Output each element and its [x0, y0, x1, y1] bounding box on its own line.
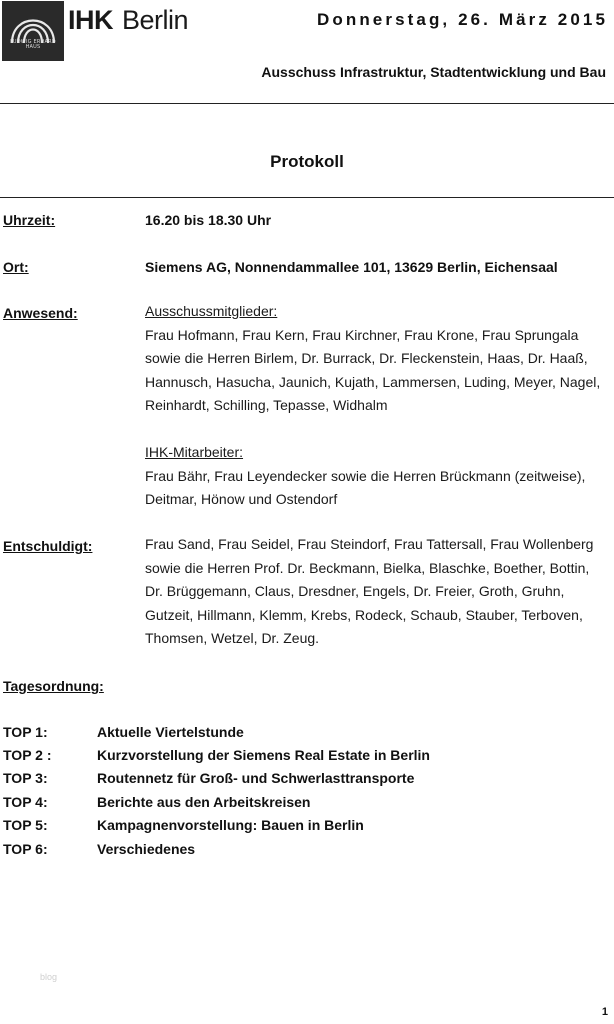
- place-value: Siemens AG, Nonnendammallee 101, 13629 Berlin, Eichensaal: [145, 259, 558, 275]
- page-number: 1: [601, 1006, 608, 1018]
- agenda-label: Tagesordnung:: [3, 678, 104, 694]
- logo-city: Berlin: [122, 5, 189, 35]
- agenda-item-number: TOP 2 :: [3, 747, 52, 763]
- agenda-item-title: Verschiedenes: [97, 841, 196, 857]
- logo-emblem: [2, 1, 64, 61]
- members-heading: Ausschussmitglieder:: [145, 303, 278, 319]
- time-value: 16.20 bis 18.30 Uhr: [145, 212, 272, 228]
- header-divider: [0, 103, 614, 104]
- logo-building-name: LUDWIG ERHARD HAUS: [10, 39, 56, 50]
- agenda-item-number: TOP 3:: [3, 770, 48, 786]
- excused-list: Frau Sand, Frau Seidel, Frau Steindorf, Frau Tattersall, Frau Wollenberg sowie die Herren Prof. Dr. Beckmann, Bielka, Blaschke, Boether, Bottin, Dr. Brüggemann, Claus, Dresdner, Engels, Dr. Freier, Groth, Gruhn, Gutzeit, Hillmann, Klemm, Krebs, Rodeck, Schaub, Stauber, Terboven, Thomsen, Wetzel, Dr. Zeug.: [145, 536, 594, 646]
- agenda-item-number: TOP 5:: [3, 817, 48, 833]
- title-divider: [0, 197, 614, 198]
- agenda-item-title: Kurzvorstellung der Siemens Real Estate in Berlin: [97, 747, 430, 763]
- agenda-item-title: Routennetz für Groß- und Schwerlasttransporte: [97, 770, 415, 786]
- excused-label: Entschuldigt:: [3, 538, 93, 554]
- committee-name: Ausschuss Infrastruktur, Stadtentwicklung und Bau: [261, 64, 606, 80]
- time-label: Uhrzeit:: [3, 212, 56, 228]
- page-title: Protokoll: [270, 152, 344, 171]
- present-section: [145, 300, 607, 512]
- staff-list: Frau Bähr, Frau Leyendecker sowie die Herren Brückmann (zeitweise), Deitmar, Hönow und Ostendorf: [145, 467, 586, 507]
- ihk-berlin-logo: [2, 1, 122, 61]
- agenda-item-title: Kampagnenvorstellung: Bauen in Berlin: [97, 817, 364, 833]
- place-label: Ort:: [3, 259, 29, 275]
- members-list: Frau Hofmann, Frau Kern, Frau Kirchner, Frau Krone, Frau Sprungala sowie die Herren Birlem, Dr. Burrack, Dr. Fleckenstein, Haas, Dr. Haaß, Hannusch, Hasucha, Jaunich, Kujath, Lammersen, Luding, Meyer, Nagel, Reinhardt, Schilling, Tepasse, Widhalm: [145, 326, 601, 413]
- staff-heading: IHK-Mitarbeiter:: [145, 444, 244, 460]
- meeting-date: Donnerstag, 26. März 2015: [316, 10, 608, 29]
- agenda-item-number: TOP 4:: [3, 794, 48, 810]
- agenda-item-title: Aktuelle Viertelstunde: [97, 724, 244, 740]
- watermark: blog: [40, 972, 58, 982]
- logo-org: IHK: [68, 5, 113, 35]
- agenda-item-number: TOP 6:: [3, 841, 48, 857]
- present-label: Anwesend:: [3, 305, 78, 321]
- agenda-item-number: TOP 1:: [3, 724, 48, 740]
- agenda-item-title: Berichte aus den Arbeitskreisen: [97, 794, 311, 810]
